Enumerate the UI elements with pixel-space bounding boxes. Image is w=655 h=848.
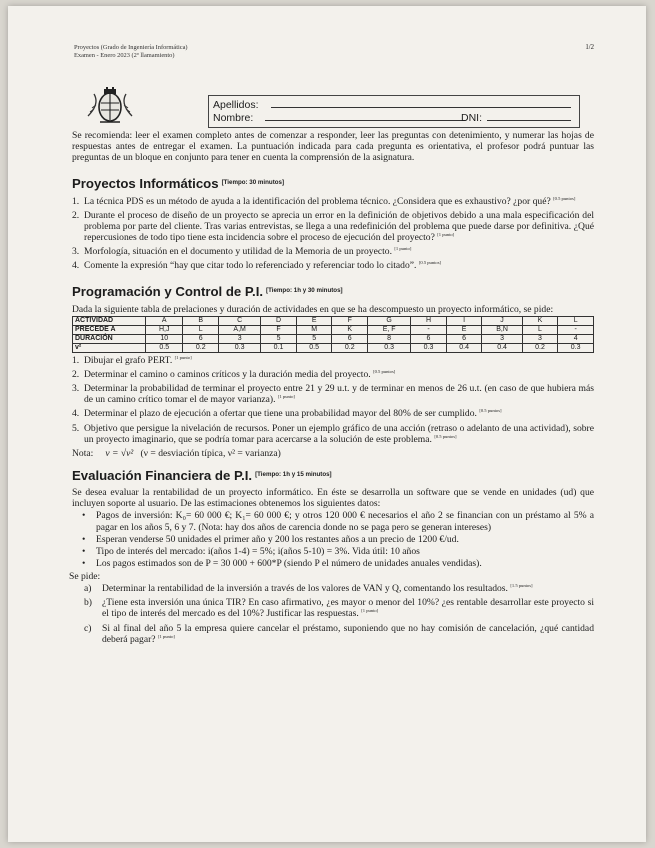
section-programacion-intro: Dada la siguiente tabla de prelaciones y duración de actividades en que se ha descompuesto un proyecto informático, se pide:	[72, 303, 554, 315]
table-cell: 0.5	[296, 343, 332, 352]
question-item: c) Si al final del año 5 la empresa quiere cancelar el préstamo, suponiendo que no hay comisión de cancelación, ¿qué cantidad deberá pagar? [1 punto]	[84, 622, 594, 645]
document-header	[74, 44, 188, 61]
question-item: 1. La técnica PDS es un método de ayuda a la identificación del problema técnico. ¿Considera que es exhaustivo? ¿por qué? [0.5 puntos]	[72, 195, 576, 207]
exam-line: Examen - Enero 2023 (2º llamamiento)	[74, 52, 175, 60]
table-cell: F	[261, 325, 297, 334]
table-cell: C	[219, 316, 261, 325]
nota-line	[72, 448, 594, 459]
section-time: [Tiempo: 1h y 15 minutos]	[255, 470, 332, 478]
nombre-label: Nombre:	[213, 112, 254, 124]
bullet-item: • Esperan venderse 50 unidades el primer año y 200 los restantes años a un precio de 1200 €/ud.	[72, 534, 594, 545]
table-cell: 5	[296, 334, 332, 343]
dni-field[interactable]	[487, 110, 571, 121]
section-proyectos-questions	[72, 196, 594, 272]
data-bullet-list	[72, 510, 594, 569]
table-cell: 6	[183, 334, 219, 343]
table-cell: 6	[332, 334, 368, 343]
section-programacion-questions	[72, 355, 594, 445]
section-time: [Tiempo: 30 minutos]	[221, 179, 285, 187]
table-cell: J	[482, 316, 522, 325]
dni-label: DNI:	[461, 112, 482, 124]
table-cell: 3	[522, 334, 558, 343]
table-cell: 0.1	[261, 343, 297, 352]
table-cell: H	[411, 316, 447, 325]
table-cell: A,M	[219, 325, 261, 334]
table-cell: K	[332, 325, 368, 334]
table-cell: I	[446, 316, 482, 325]
table-cell: 0.3	[558, 343, 594, 352]
section-evaluacion-intro: Se desea evaluar la rentabilidad de un proyecto informático. En éste se desarrolla un software que se vende en unidades (ud) que incluyen soporte al usuario. De las estimaciones obtenemos los siguientes datos:	[72, 487, 594, 510]
table-cell: H,J	[146, 325, 183, 334]
table-row	[73, 325, 594, 334]
se-pide-label: Se pide:	[69, 571, 101, 583]
table-cell: L	[558, 316, 594, 325]
table-cell: F	[332, 316, 368, 325]
bullet-item: • Pagos de inversión: K₀= 60 000 €; K₁= 60 000 €; y otros 120 000 € necesarios el año 2 se financian con un préstamo al 5% a pagar en los años 5, 6 y 7. (Nota: hay dos años de carencia donde no se paga pero se generan intereses)	[72, 510, 594, 532]
table-cell: E	[446, 325, 482, 334]
question-item: 3. Determinar la probabilidad de terminar el proyecto entre 21 y 29 u.t. y de terminar en menos de 26 u.t. (en caso de que hubiera más de un camino crítico tomar el de mayor varianza). [1 punto]	[72, 383, 594, 406]
table-cell: 3	[482, 334, 522, 343]
intro-paragraph: Se recomienda: leer el examen completo antes de comenzar a responder, leer las preguntas con detenimiento, y numerar las hojas de respuestas antes de entregar el examen. La puntuación indicada para cada pregunta es orientativa, el profesor podrá puntuar las preguntas de un bloque en conjunto para tener en cuenta la comprensión de la asignatura.	[72, 130, 594, 164]
exam-body	[69, 130, 594, 648]
section-evaluacion-questions	[72, 583, 594, 645]
row-header: PRECEDE A	[73, 325, 146, 334]
nombre-field[interactable]	[265, 110, 465, 121]
table-cell: G	[368, 316, 411, 325]
table-cell: 3	[219, 334, 261, 343]
table-cell: -	[558, 325, 594, 334]
table-cell: 0.2	[332, 343, 368, 352]
exam-sheet	[8, 6, 646, 842]
row-header: DURACIÓN	[73, 334, 146, 343]
bullet-item: • Los pagos estimados son de P = 30 000 + 600*P (siendo P el número de unidades anuales vendidas).	[72, 558, 594, 569]
table-cell: B,N	[482, 325, 522, 334]
bullet-item: • Tipo de interés del mercado: i(años 1-4) = 5%; i(años 5-10) = 3%. Vida útil: 10 años	[72, 546, 594, 557]
section-programacion-title: Programación y Control de P.I. [Tiempo: 1h y 30 minutos]	[72, 284, 343, 300]
precedence-table	[72, 316, 594, 353]
section-time: [Tiempo: 1h y 30 minutos]	[266, 287, 343, 295]
question-item: b) ¿Tiene esta inversión una única TIR? En caso afirmativo, ¿es mayor o menor del 10%? ¿es rentable desarrollar este proyecto si el tipo de interés del mercado es del 10%? Justificar las respuestas. [1 punto]	[84, 597, 594, 620]
table-cell: E, F	[368, 325, 411, 334]
table-cell: D	[261, 316, 297, 325]
nota-label: Nota:	[72, 447, 94, 459]
nota-text: (ν = desviación típica, ν² = varianza)	[140, 447, 281, 459]
table-row	[73, 343, 594, 352]
table-cell: 4	[558, 334, 594, 343]
apellidos-label: Apellidos:	[213, 99, 259, 111]
table-cell: -	[411, 325, 447, 334]
table-cell: 0.3	[368, 343, 411, 352]
table-cell: 10	[146, 334, 183, 343]
question-item: 1. Dibujar el grafo PERT. [1 punto]	[72, 354, 192, 366]
table-cell: 0.2	[522, 343, 558, 352]
table-cell: K	[522, 316, 558, 325]
row-header: ACTIVIDAD	[73, 316, 146, 325]
question-item: 2. Durante el proceso de diseño de un proyecto se aprecia un error en la definición de objetivos debido a una mala especificación del problema por parte del cliente. Tras varias entrevistas, se llega a una redefinición del problema que puede darse por definitiva. ¿Qué repercusiones de todo tipo tiene esta incidencia sobre el proceso de ejecución del proyecto? [1 punto]	[72, 209, 594, 244]
row-header: v²	[73, 343, 146, 352]
question-item: 5. Objetivo que persigue la nivelación de recursos. Poner un ejemplo gráfico de una acción (retraso o adelanto de una actividad), sobre un proyecto imaginario, que se podría tomar para acercarse a la solución de este problema. [0.5 puntos]	[72, 422, 594, 445]
apellidos-field[interactable]	[271, 97, 571, 108]
table-cell: 0.3	[411, 343, 447, 352]
table-cell: 5	[261, 334, 297, 343]
table-cell: E	[296, 316, 332, 325]
table-cell: 0.3	[219, 343, 261, 352]
question-item: 4. Comente la expresión “hay que citar todo lo referenciado y referenciar todo lo citado”. [0.5 puntos]	[72, 260, 442, 272]
table-cell: 0.4	[446, 343, 482, 352]
question-item: 3. Morfología, situación en el documento y utilidad de la Memoria de un proyecto. [1 punto]	[72, 246, 412, 258]
student-info-box	[208, 95, 580, 128]
table-cell: 0.2	[183, 343, 219, 352]
section-evaluacion-title: Evaluación Financiera de P.I. [Tiempo: 1h y 15 minutos]	[72, 467, 332, 483]
university-crest-icon	[86, 86, 134, 126]
question-item: 2. Determinar el camino o caminos críticos y la duración media del proyecto. [0.5 puntos]	[72, 369, 396, 380]
table-row	[73, 334, 594, 343]
table-cell: B	[183, 316, 219, 325]
table-cell: M	[296, 325, 332, 334]
table-cell: 0.4	[482, 343, 522, 352]
course-line: Proyectos (Grado de Ingeniería Informática)	[74, 44, 188, 51]
table-cell: A	[146, 316, 183, 325]
table-cell: 6	[411, 334, 447, 343]
table-cell: 6	[446, 334, 482, 343]
table-cell: 0.5	[146, 343, 183, 352]
nota-formula: ν = √ν²	[105, 447, 134, 459]
page-number: 1/2	[585, 44, 594, 51]
section-proyectos-title: Proyectos Informáticos [Tiempo: 30 minutos]	[72, 176, 285, 192]
table-row	[73, 316, 594, 325]
table-cell: L	[183, 325, 219, 334]
question-item: a) Determinar la rentabilidad de la inversión a través de los valores de VAN y Q, comentando los resultados. [1.5 puntos]	[84, 583, 533, 595]
table-cell: L	[522, 325, 558, 334]
table-cell: 8	[368, 334, 411, 343]
question-item: 4. Determinar el plazo de ejecución a ofertar que tiene una probabilidad mayor del 80% de ser cumplido. [0.5 puntos]	[72, 408, 502, 420]
